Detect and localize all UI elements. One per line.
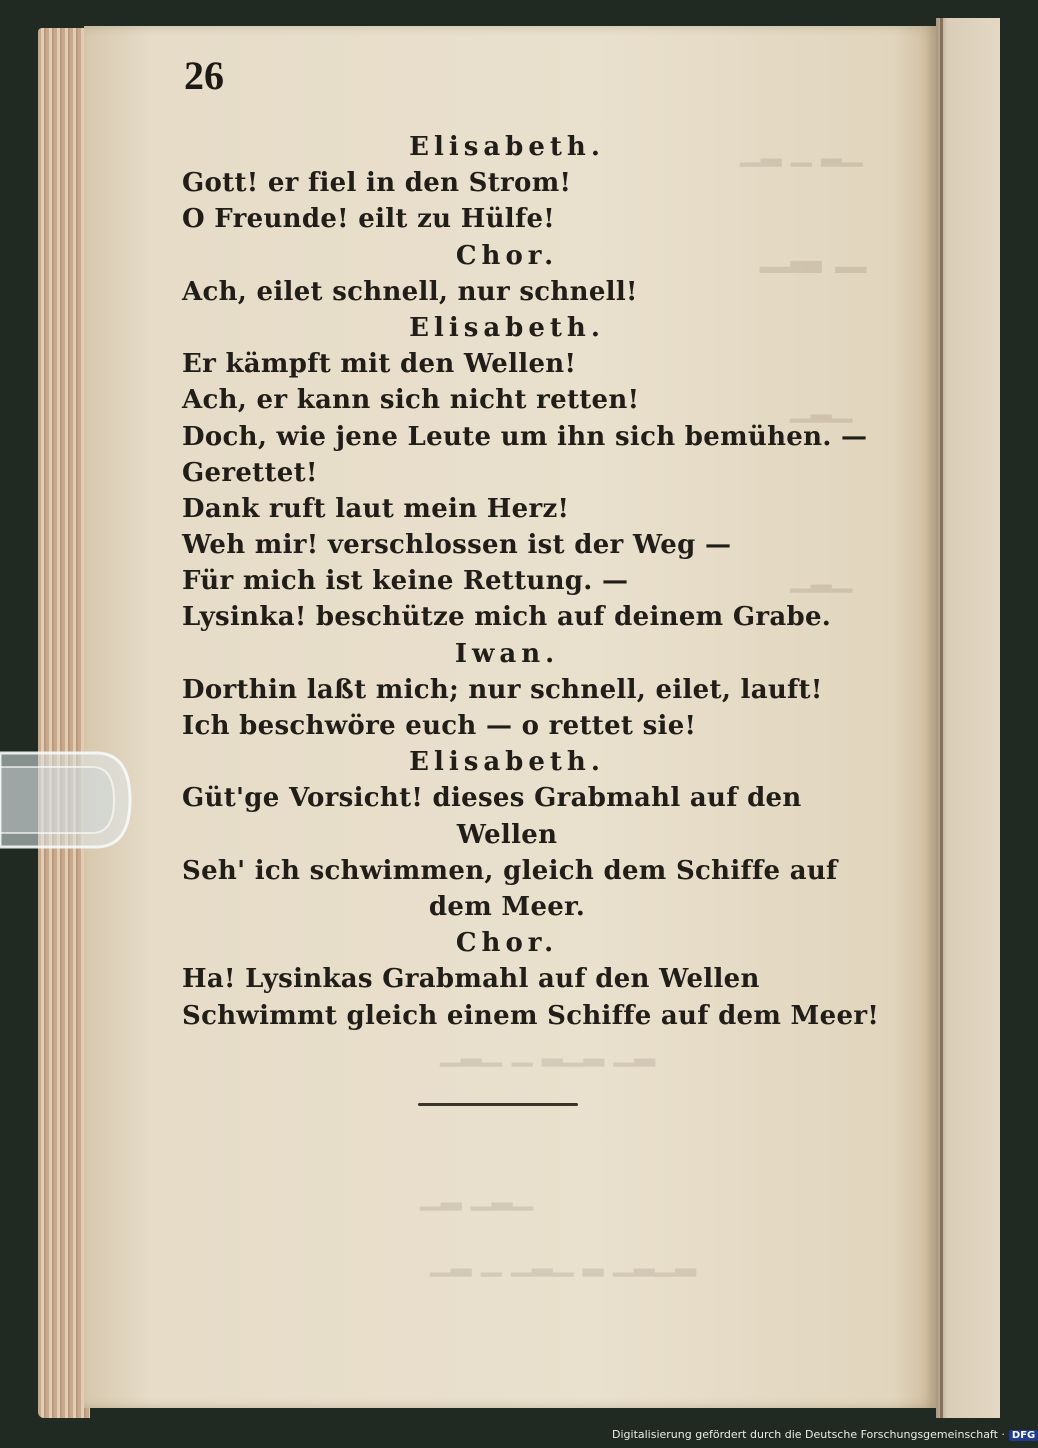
verse-line: Schwimmt gleich einem Schiffe auf dem Meer!: [182, 1000, 880, 1031]
verse-line: Ach, er kann sich nicht retten!: [182, 385, 640, 416]
speaker-name: Elisabeth.: [409, 132, 605, 162]
drama-text-block: [182, 129, 880, 1034]
verse-line: Gott! er fiel in den Strom!: [182, 168, 572, 199]
facing-page-edge: [936, 18, 1000, 1418]
digitization-credit: [612, 1428, 1038, 1441]
verse-line: Ha! Lysinkas Grabmahl auf den Wellen: [182, 964, 760, 995]
dfg-logo: DFG: [1009, 1430, 1038, 1441]
verse-line: Güt'ge Vorsicht! dieses Grabmahl auf den: [182, 783, 802, 814]
speaker-name: Iwan.: [454, 638, 560, 669]
verse-line: Er kämpft mit den Wellen!: [182, 349, 577, 380]
speaker-name: Chor.: [455, 240, 559, 271]
verse-line: Seh' ich schwimmen, gleich dem Schiffe auf: [182, 855, 838, 886]
verse-line: Gerettet!: [182, 457, 318, 488]
speaker-name: Elisabeth.: [409, 312, 605, 343]
verse-line: Für mich ist keine Rettung. —: [182, 566, 629, 597]
speaker-name: Elisabeth.: [409, 747, 605, 778]
page-edge-stack: [38, 28, 90, 1418]
verse-line: Dorthin laßt mich; nur schnell, eilet, lauft!: [182, 674, 823, 705]
credit-text: Digitalisierung gefördert durch die Deutsche Forschungsgemeinschaft ·: [612, 1428, 1005, 1441]
verse-line: Doch, wie jene Leute um ihn sich bemühen. —: [182, 421, 868, 452]
verse-line: O Freunde! eilt zu Hülfe!: [182, 204, 555, 235]
page-clip: [0, 745, 134, 855]
speaker-name: Chor.: [455, 928, 559, 959]
end-rule: [418, 1103, 578, 1106]
page-number: 26: [184, 53, 224, 98]
verse-line: dem Meer.: [428, 891, 586, 922]
verse-line: Ich beschwöre euch — o rettet sie!: [182, 711, 697, 741]
verse-line: Dank ruft laut mein Herz!: [182, 493, 570, 524]
verse-line: Ach, eilet schnell, nur schnell!: [182, 276, 638, 307]
book-gutter: [940, 18, 943, 1418]
verse-line: Weh mir! verschlossen ist der Weg —: [182, 530, 732, 561]
verse-line: Lysinka! beschütze mich auf deinem Grabe.: [182, 602, 832, 633]
verse-line: Wellen: [456, 819, 558, 850]
